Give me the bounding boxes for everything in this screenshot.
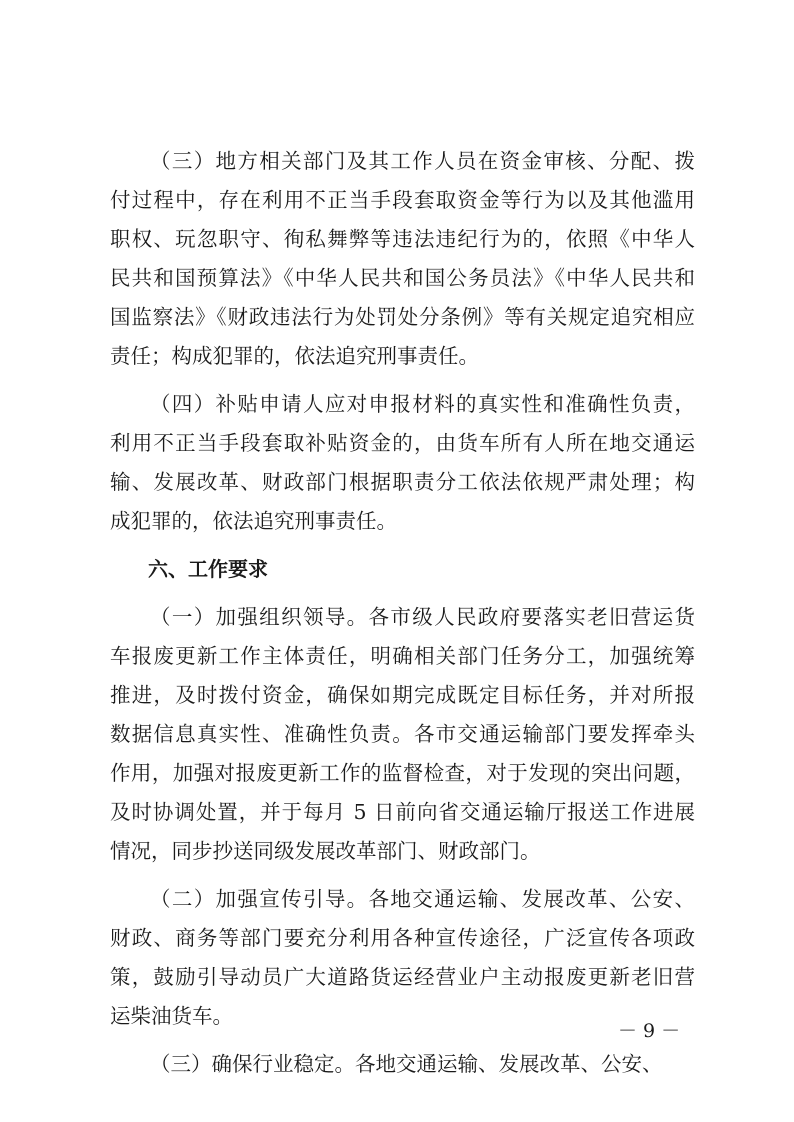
text-line: （四）补贴申请人应对申报材料的真实性和准确性负责， bbox=[150, 392, 695, 416]
page-number: － 9 － bbox=[618, 1020, 681, 1042]
paragraph bbox=[110, 1045, 695, 1084]
text-line: 输、发展改革、财政部门根据职责分工依法依规严肃处理；构 bbox=[110, 470, 695, 494]
paragraph bbox=[110, 142, 695, 376]
paragraph bbox=[110, 880, 695, 1036]
text-line: 民共和国预算法》《中华人民共和国公务员法》《中华人民共和 bbox=[110, 266, 695, 290]
text-line: 职权、玩忽职守、徇私舞弊等违法违纪行为的，依照《中华人 bbox=[110, 227, 695, 251]
paragraph-spacer bbox=[110, 541, 695, 550]
text-line: （三）确保行业稳定。各地交通运输、发展改革、公安、 bbox=[150, 1052, 663, 1076]
text-line: 国监察法》《财政违法行为处罚处分条例》等有关规定追究相应 bbox=[110, 305, 695, 329]
text-line: 及时协调处置，并于每月 5 日前向省交通运输厅报送工作进展 bbox=[110, 800, 695, 824]
text-line: 情况，同步抄送同级发展改革部门、财政部门。 bbox=[110, 839, 541, 863]
text-line: 成犯罪的，依法追究刑事责任。 bbox=[110, 509, 397, 533]
text-line: 利用不正当手段套取补贴资金的，由货车所有人所在地交通运 bbox=[110, 431, 695, 455]
text-line: （一）加强组织领导。各市级人民政府要落实老旧营运货 bbox=[150, 605, 695, 629]
text-line: 付过程中，存在利用不正当手段套取资金等行为以及其他滥用 bbox=[110, 188, 695, 212]
paragraph-spacer bbox=[110, 871, 695, 880]
text-line: 推进，及时拨付资金，确保如期完成既定目标任务，并对所报 bbox=[110, 683, 695, 707]
text-line: 策，鼓励引导动员广大道路货运经营业户主动报废更新老旧营 bbox=[110, 965, 695, 989]
text-line: 数据信息真实性、准确性负责。各市交通运输部门要发挥牵头 bbox=[110, 722, 695, 746]
paragraph-spacer bbox=[110, 589, 695, 598]
paragraph-spacer bbox=[110, 1036, 695, 1045]
document-body bbox=[110, 142, 695, 1084]
paragraph bbox=[110, 598, 695, 871]
text-line: 财政、商务等部门要充分利用各种宣传途径，广泛宣传各项政 bbox=[110, 926, 695, 950]
text-line: 运柴油货车。 bbox=[110, 1004, 233, 1028]
section-heading bbox=[110, 550, 695, 589]
paragraph bbox=[110, 385, 695, 541]
text-line: （二）加强宣传引导。各地交通运输、发展改革、公安、 bbox=[150, 887, 695, 911]
text-line: 车报废更新工作主体责任，明确相关部门任务分工，加强统筹 bbox=[110, 644, 695, 668]
paragraph-spacer bbox=[110, 376, 695, 385]
text-line: 责任；构成犯罪的，依法追究刑事责任。 bbox=[110, 344, 479, 368]
text-line: 六、工作要求 bbox=[148, 557, 268, 581]
text-line: （三）地方相关部门及其工作人员在资金审核、分配、拨 bbox=[150, 149, 695, 173]
text-line: 作用，加强对报废更新工作的监督检查，对于发现的突出问题， bbox=[110, 761, 695, 785]
